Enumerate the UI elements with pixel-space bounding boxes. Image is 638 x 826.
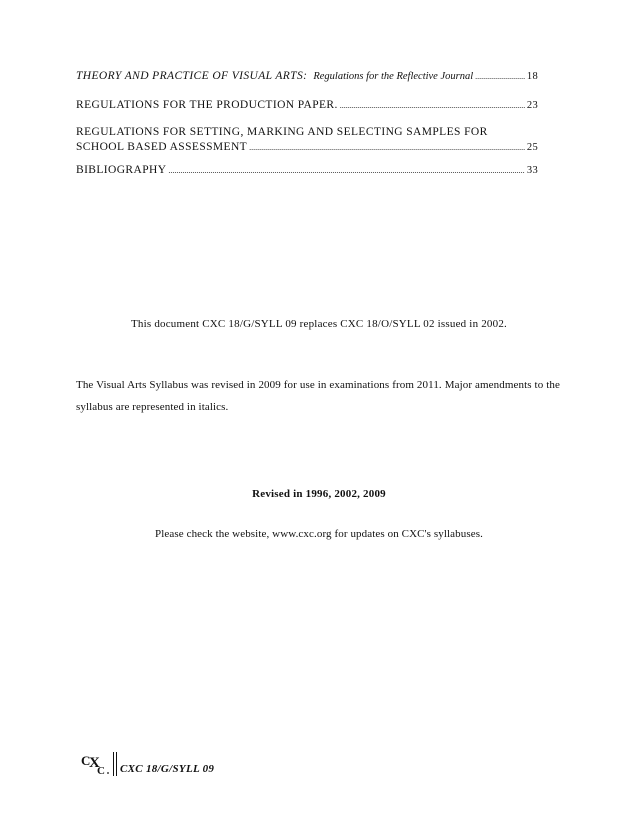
toc-entry-subtitle: Regulations for the Reflective Journal — [313, 71, 474, 82]
cxc-logo-icon — [80, 752, 112, 776]
toc-page-number: 25 — [526, 142, 538, 153]
toc-entry-title-line2: SCHOOL BASED ASSESSMENT — [76, 141, 248, 153]
toc-page-number: 33 — [526, 165, 538, 176]
svg-text:C: C — [81, 753, 91, 768]
svg-text:X: X — [89, 755, 100, 771]
syllabus-code: CXC 18/G/SYLL 09 — [120, 763, 215, 775]
revised-heading: Revised in 1996, 2002, 2009 — [252, 488, 386, 500]
toc-entry-production-paper[interactable] — [76, 99, 538, 115]
toc-entry-bibliography[interactable] — [76, 164, 538, 180]
toc-leader-dots — [340, 101, 525, 110]
website-note: Please check the website, www.cxc.org for updates on CXC's syllabuses. — [155, 528, 483, 540]
replaces-note: This document CXC 18/G/SYLL 09 replaces CXC 18/O/SYLL 02 issued in 2002. — [131, 318, 507, 330]
toc-leader-dots — [475, 72, 525, 81]
toc-entry-title: THEORY AND PRACTICE OF VISUAL ARTS: — [76, 70, 308, 82]
page-footer — [80, 752, 214, 776]
toc-entry-title: BIBLIOGRAPHY — [76, 164, 167, 176]
toc-entry-title: REGULATIONS FOR THE PRODUCTION PAPER. — [76, 99, 338, 111]
revision-paragraph: The Visual Arts Syllabus was revised in 2009 for use in examinations from 2011. Major amendments to the syllabus are represented in italics. — [76, 379, 560, 413]
toc-leader-dots — [168, 166, 524, 175]
footer-divider — [113, 752, 117, 776]
toc-entry-title-line1: REGULATIONS FOR SETTING, MARKING AND SELECTING SAMPLES FOR — [76, 126, 488, 138]
toc-entry-school-based-assessment[interactable] — [76, 126, 538, 157]
toc-leader-dots — [249, 143, 525, 152]
toc-page-number: 18 — [526, 71, 538, 82]
toc-entry-reflective-journal[interactable] — [76, 70, 538, 86]
svg-text:C: C — [97, 765, 105, 776]
toc-page-number: 23 — [526, 100, 538, 111]
